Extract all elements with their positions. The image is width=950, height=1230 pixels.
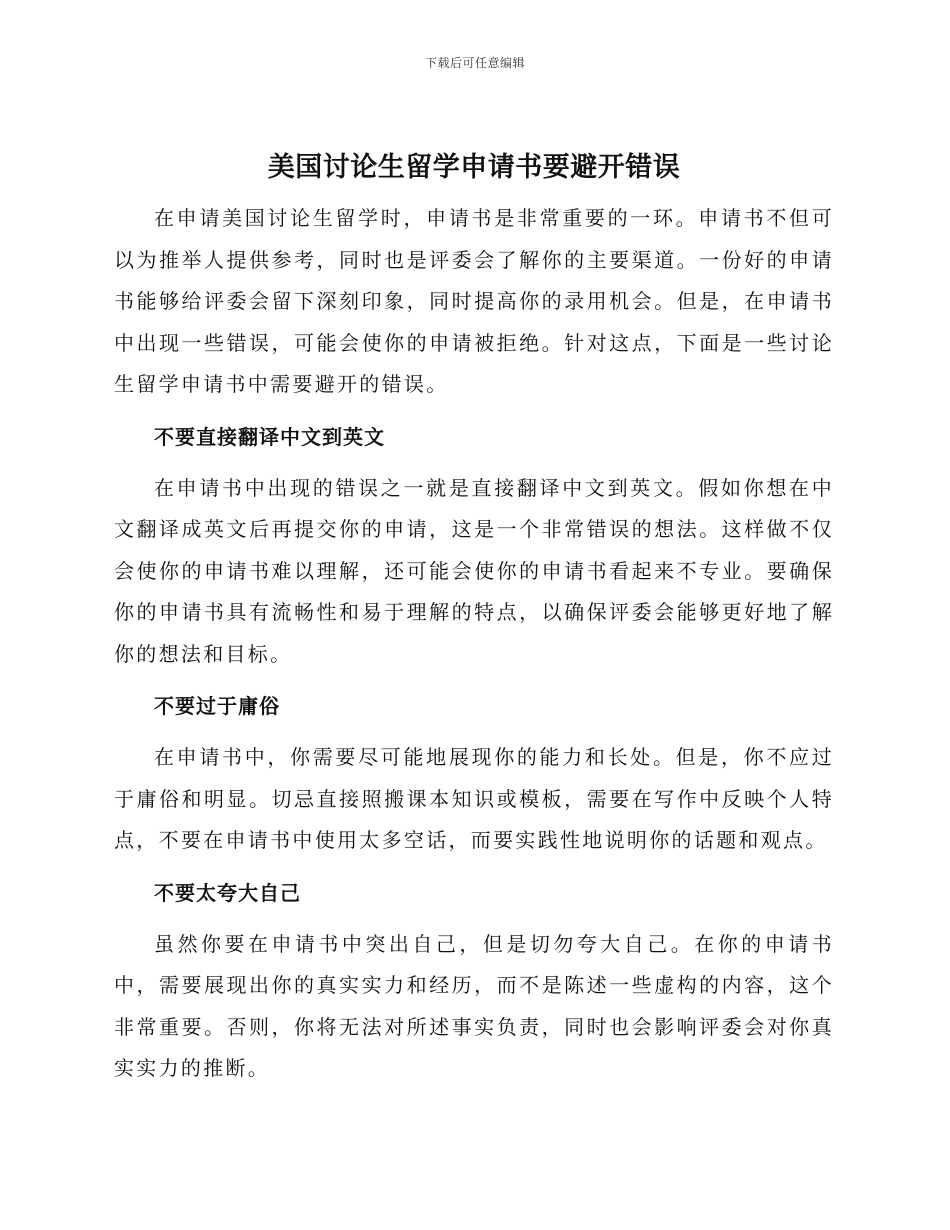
section-body-exaggerate: 虽然你要在申请书中突出自己，但是切勿夸大自己。在你的申请书中，需要展现出你的真实实力和经历，而不是陈述一些虚构的内容，这个非常重要。否则，你将无法对所述事实负责，同时也会影响评委会对你真实实力的推断。 bbox=[114, 931, 834, 1080]
header-note: 下载后可任意编辑 bbox=[424, 56, 525, 70]
section-heading-translation: 不要直接翻译中文到英文 bbox=[154, 424, 385, 449]
section-heading-exaggerate: 不要太夸大自己 bbox=[154, 880, 301, 905]
document-title: 美国讨论生留学申请书要避开错误 bbox=[267, 152, 681, 183]
section-heading-vulgar: 不要过于庸俗 bbox=[154, 694, 280, 718]
section-body-vulgar: 在申请书中，你需要尽可能地展现你的能力和长处。但是，你不应过于庸俗和明显。切忌直接照搬课本知识或模板，需要在写作中反映个人特点，不要在申请书中使用太多空话，而要实践性地说明你的话题和观点。 bbox=[114, 745, 834, 852]
document-body bbox=[114, 146, 834, 1090]
section-body-translation: 在申请书中出现的错误之一就是直接翻译中文到英文。假如你想在中文翻译成英文后再提交你的申请，这是一个非常错误的想法。这样做不仅会使你的申请书难以理解，还可能会使你的申请书看起来不专业。要确保你的申请书具有流畅性和易于理解的特点，以确保评委会能够更好地了解你的想法和目标。 bbox=[114, 475, 834, 666]
intro-paragraph: 在申请美国讨论生留学时，申请书是非常重要的一环。申请书不但可以为推举人提供参考，同时也是评委会了解你的主要渠道。一份好的申请书能够给评委会留下深刻印象，同时提高你的录用机会。但是，在申请书中出现一些错误，可能会使你的申请被拒绝。针对这点，下面是一些讨论生留学申请书中需要避开的错误。 bbox=[114, 206, 834, 396]
